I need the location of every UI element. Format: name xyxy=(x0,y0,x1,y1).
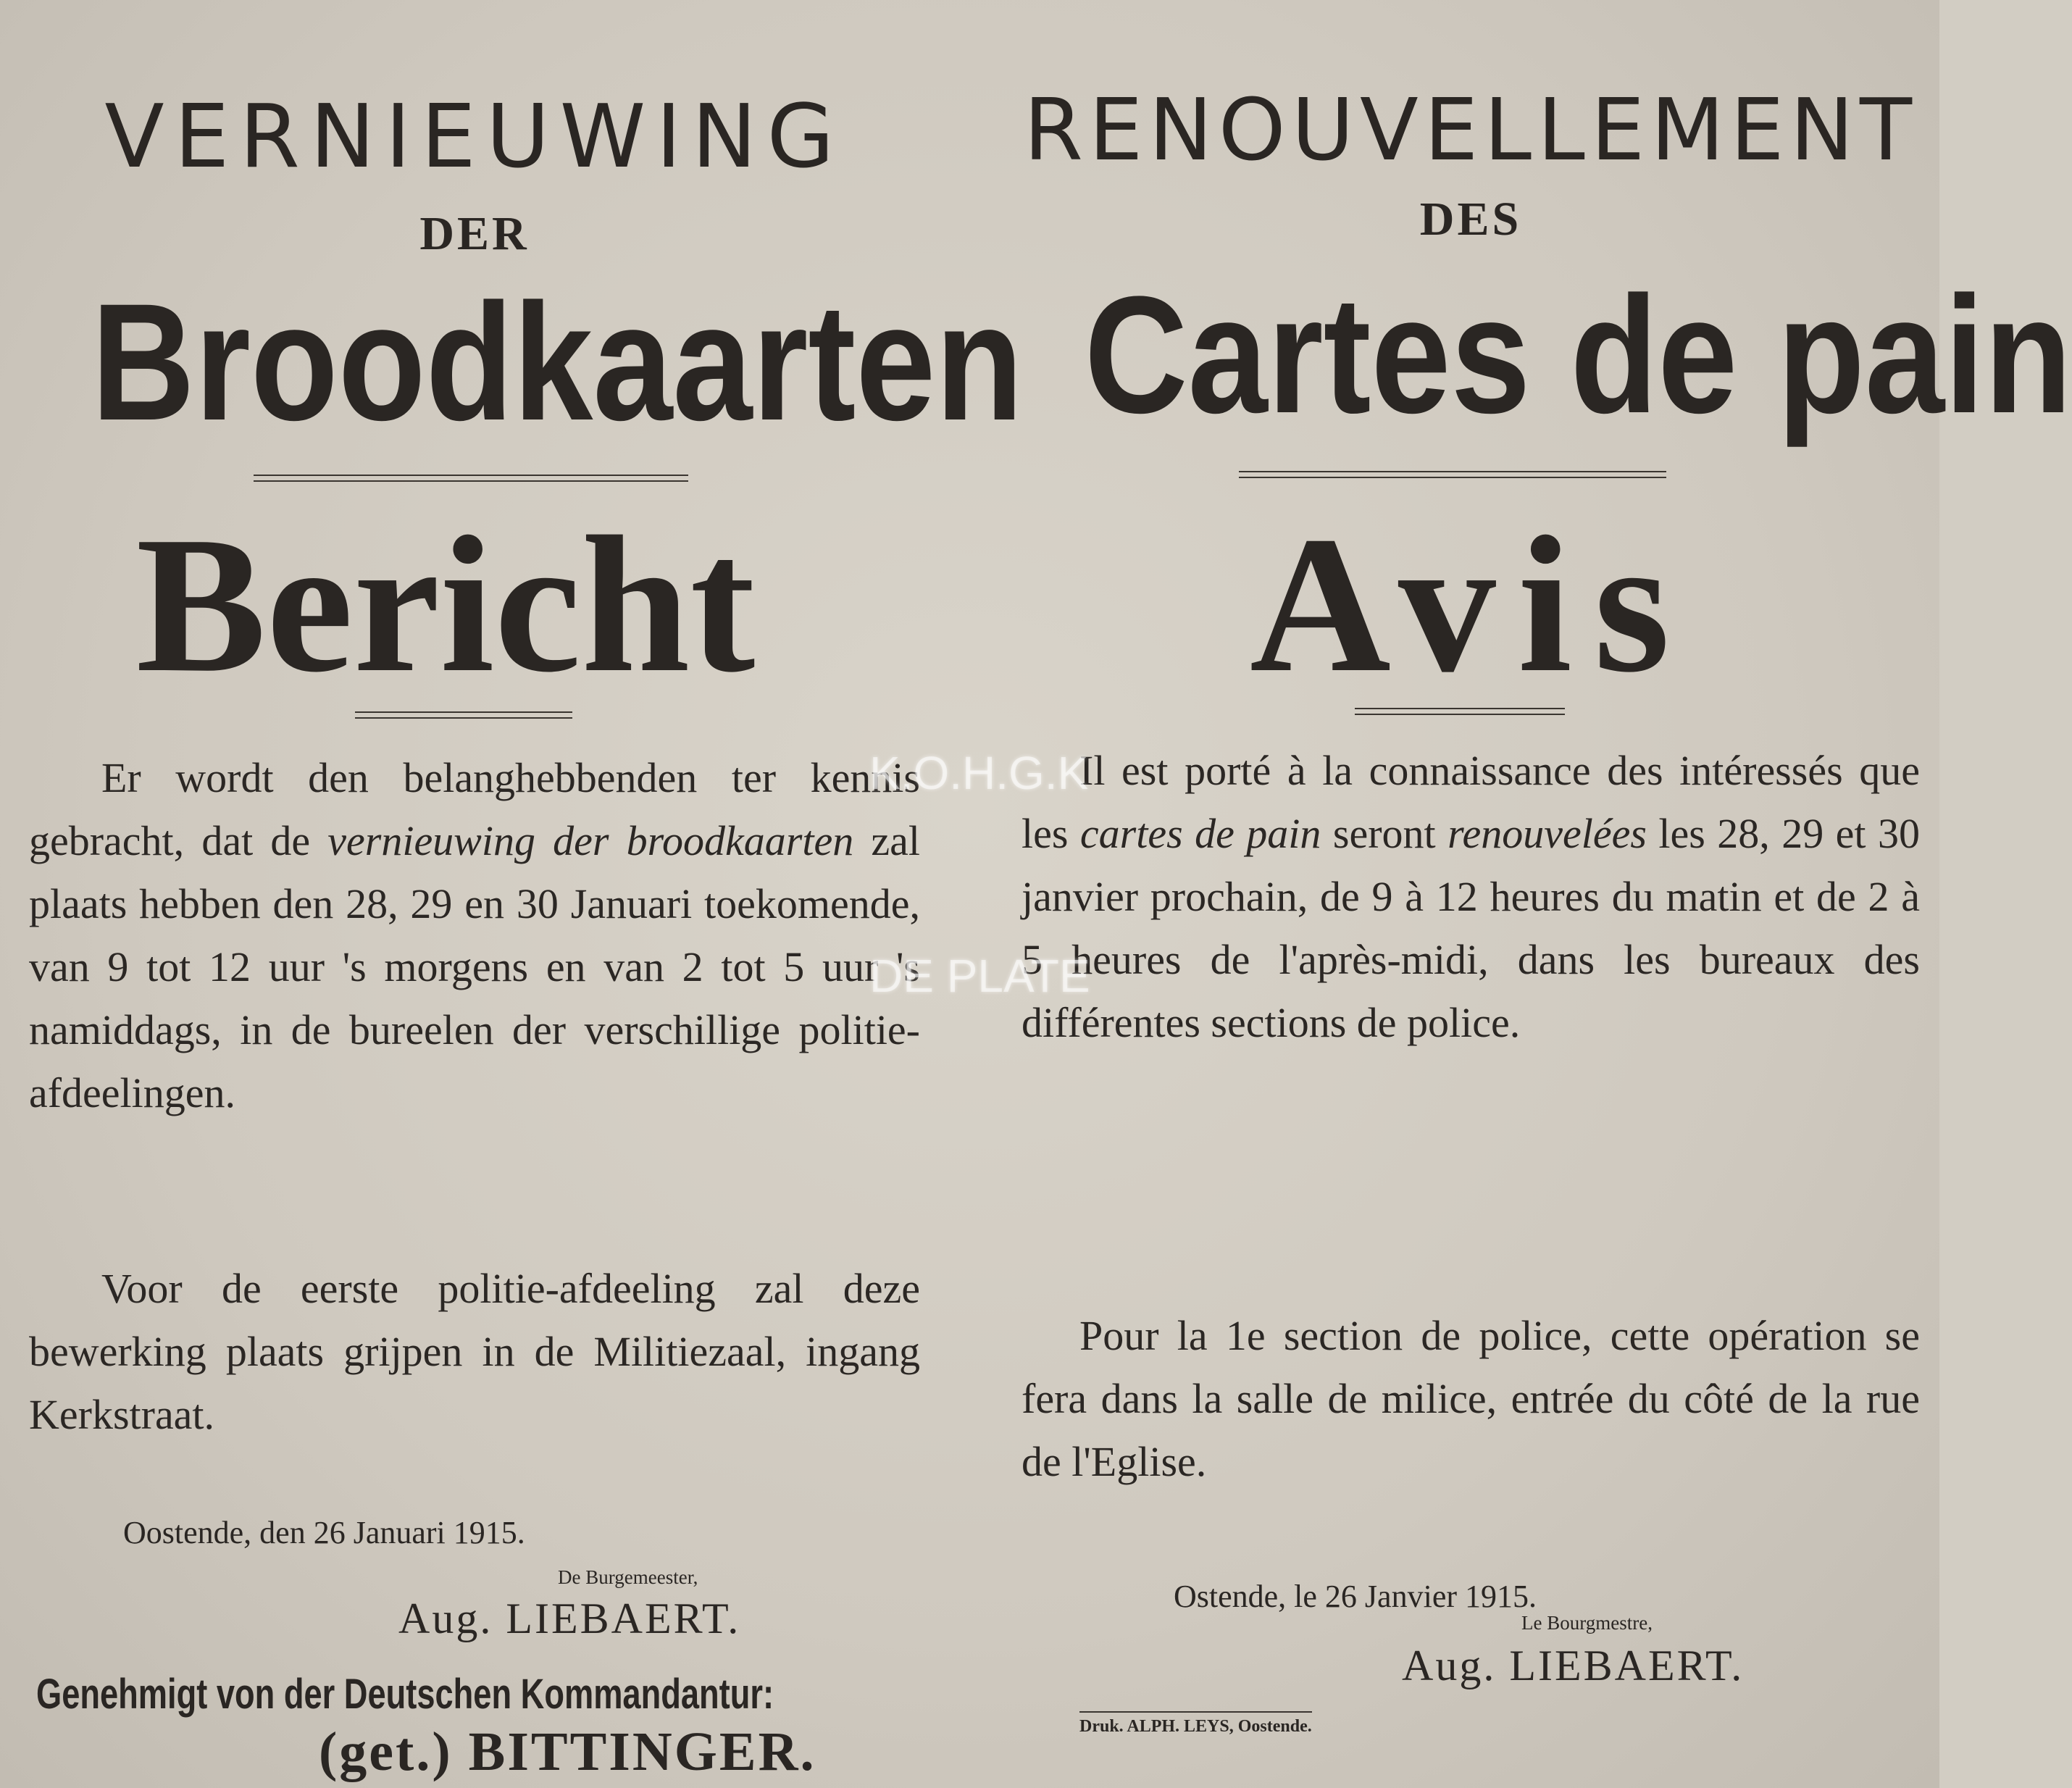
dutch-paragraph-1-start: Er wordt den belanghebbenden ter kennis gebracht, dat de xyxy=(29,754,920,864)
dutch-paragraph-2: Voor de eerste politie-afdeeling zal deze bewerking plaats grijpen in de Militiezaal, ingang Kerkstraat. xyxy=(29,1265,920,1438)
french-heading: Avis xyxy=(1249,496,1692,713)
dutch-paragraph-1 xyxy=(29,746,920,1124)
watermark-line-2: DE PLATE xyxy=(869,950,1090,1002)
dutch-mayor-name: Aug. LIEBAERT. xyxy=(398,1595,741,1642)
approval-statement: Genehmigt von der Deutschen Kommandantur: xyxy=(36,1671,774,1718)
french-dateline: Ostende, le 26 Janvier 1915. xyxy=(1174,1579,1537,1614)
french-paragraph-2: Pour la 1e section de police, cette opération se fera dans la salle de milice, entrée du côté de la rue de l'Eglise. xyxy=(1022,1312,1920,1485)
french-column xyxy=(1022,0,2072,1788)
french-rule-2 xyxy=(1355,708,1565,715)
french-paragraph-1 xyxy=(1022,739,1920,1054)
french-mayor-title: Le Bourgmestre, xyxy=(1521,1612,1653,1634)
french-paragraph-1-italic-2: renouvelées xyxy=(1448,810,1647,857)
watermark-line-1: K.O.H.G.K xyxy=(869,747,1089,799)
dutch-article: DER xyxy=(419,207,530,260)
french-title: RENOUVELLEMENT xyxy=(1023,80,1918,180)
dutch-rule-2 xyxy=(355,711,572,719)
approver-name: (get.) BITTINGER. xyxy=(319,1721,816,1782)
dutch-heading: Bericht xyxy=(135,496,756,713)
french-paragraph-1-start: Il est porté à la connaissance des intéressés que les xyxy=(1022,747,1920,857)
dutch-rule-1 xyxy=(254,475,688,482)
dutch-mayor-title: De Burgemeester, xyxy=(558,1566,698,1588)
french-rule-1 xyxy=(1239,471,1666,478)
french-paragraph-1-italic: cartes de pain xyxy=(1079,810,1321,857)
dutch-paragraph-1-end: zal plaats hebben den 28, 29 en 30 Januari toekomende, van 9 tot 12 uur 's morgens en van 2 tot 5 uur 's namiddags, in de bureelen der verschillige politie-afdeelingen. xyxy=(29,817,921,1116)
printer-credit: Druk. ALPH. LEYS, Oostende. xyxy=(1079,1711,1312,1737)
dutch-dateline: Oostende, den 26 Januari 1915. xyxy=(123,1515,525,1550)
french-paragraph-1-end: les 28, 29 et 30 janvier prochain, de 9 à 12 heures du matin et de 2 à 5 heures de l'après-midi, dans les bureaux des différentes sections de police. xyxy=(1022,810,1920,1046)
dutch-subject: Broodkaarten xyxy=(91,269,1024,455)
dutch-title: VERNIEUWING xyxy=(104,87,845,188)
french-article: DES xyxy=(1419,193,1522,246)
french-subject: Cartes de pain xyxy=(1084,262,2072,448)
french-mayor-name: Aug. LIEBAERT. xyxy=(1402,1642,1745,1689)
french-paragraph-1-mid: seront xyxy=(1321,810,1448,857)
dutch-paragraph-1-italic: vernieuwing der broodkaarten xyxy=(327,817,854,864)
